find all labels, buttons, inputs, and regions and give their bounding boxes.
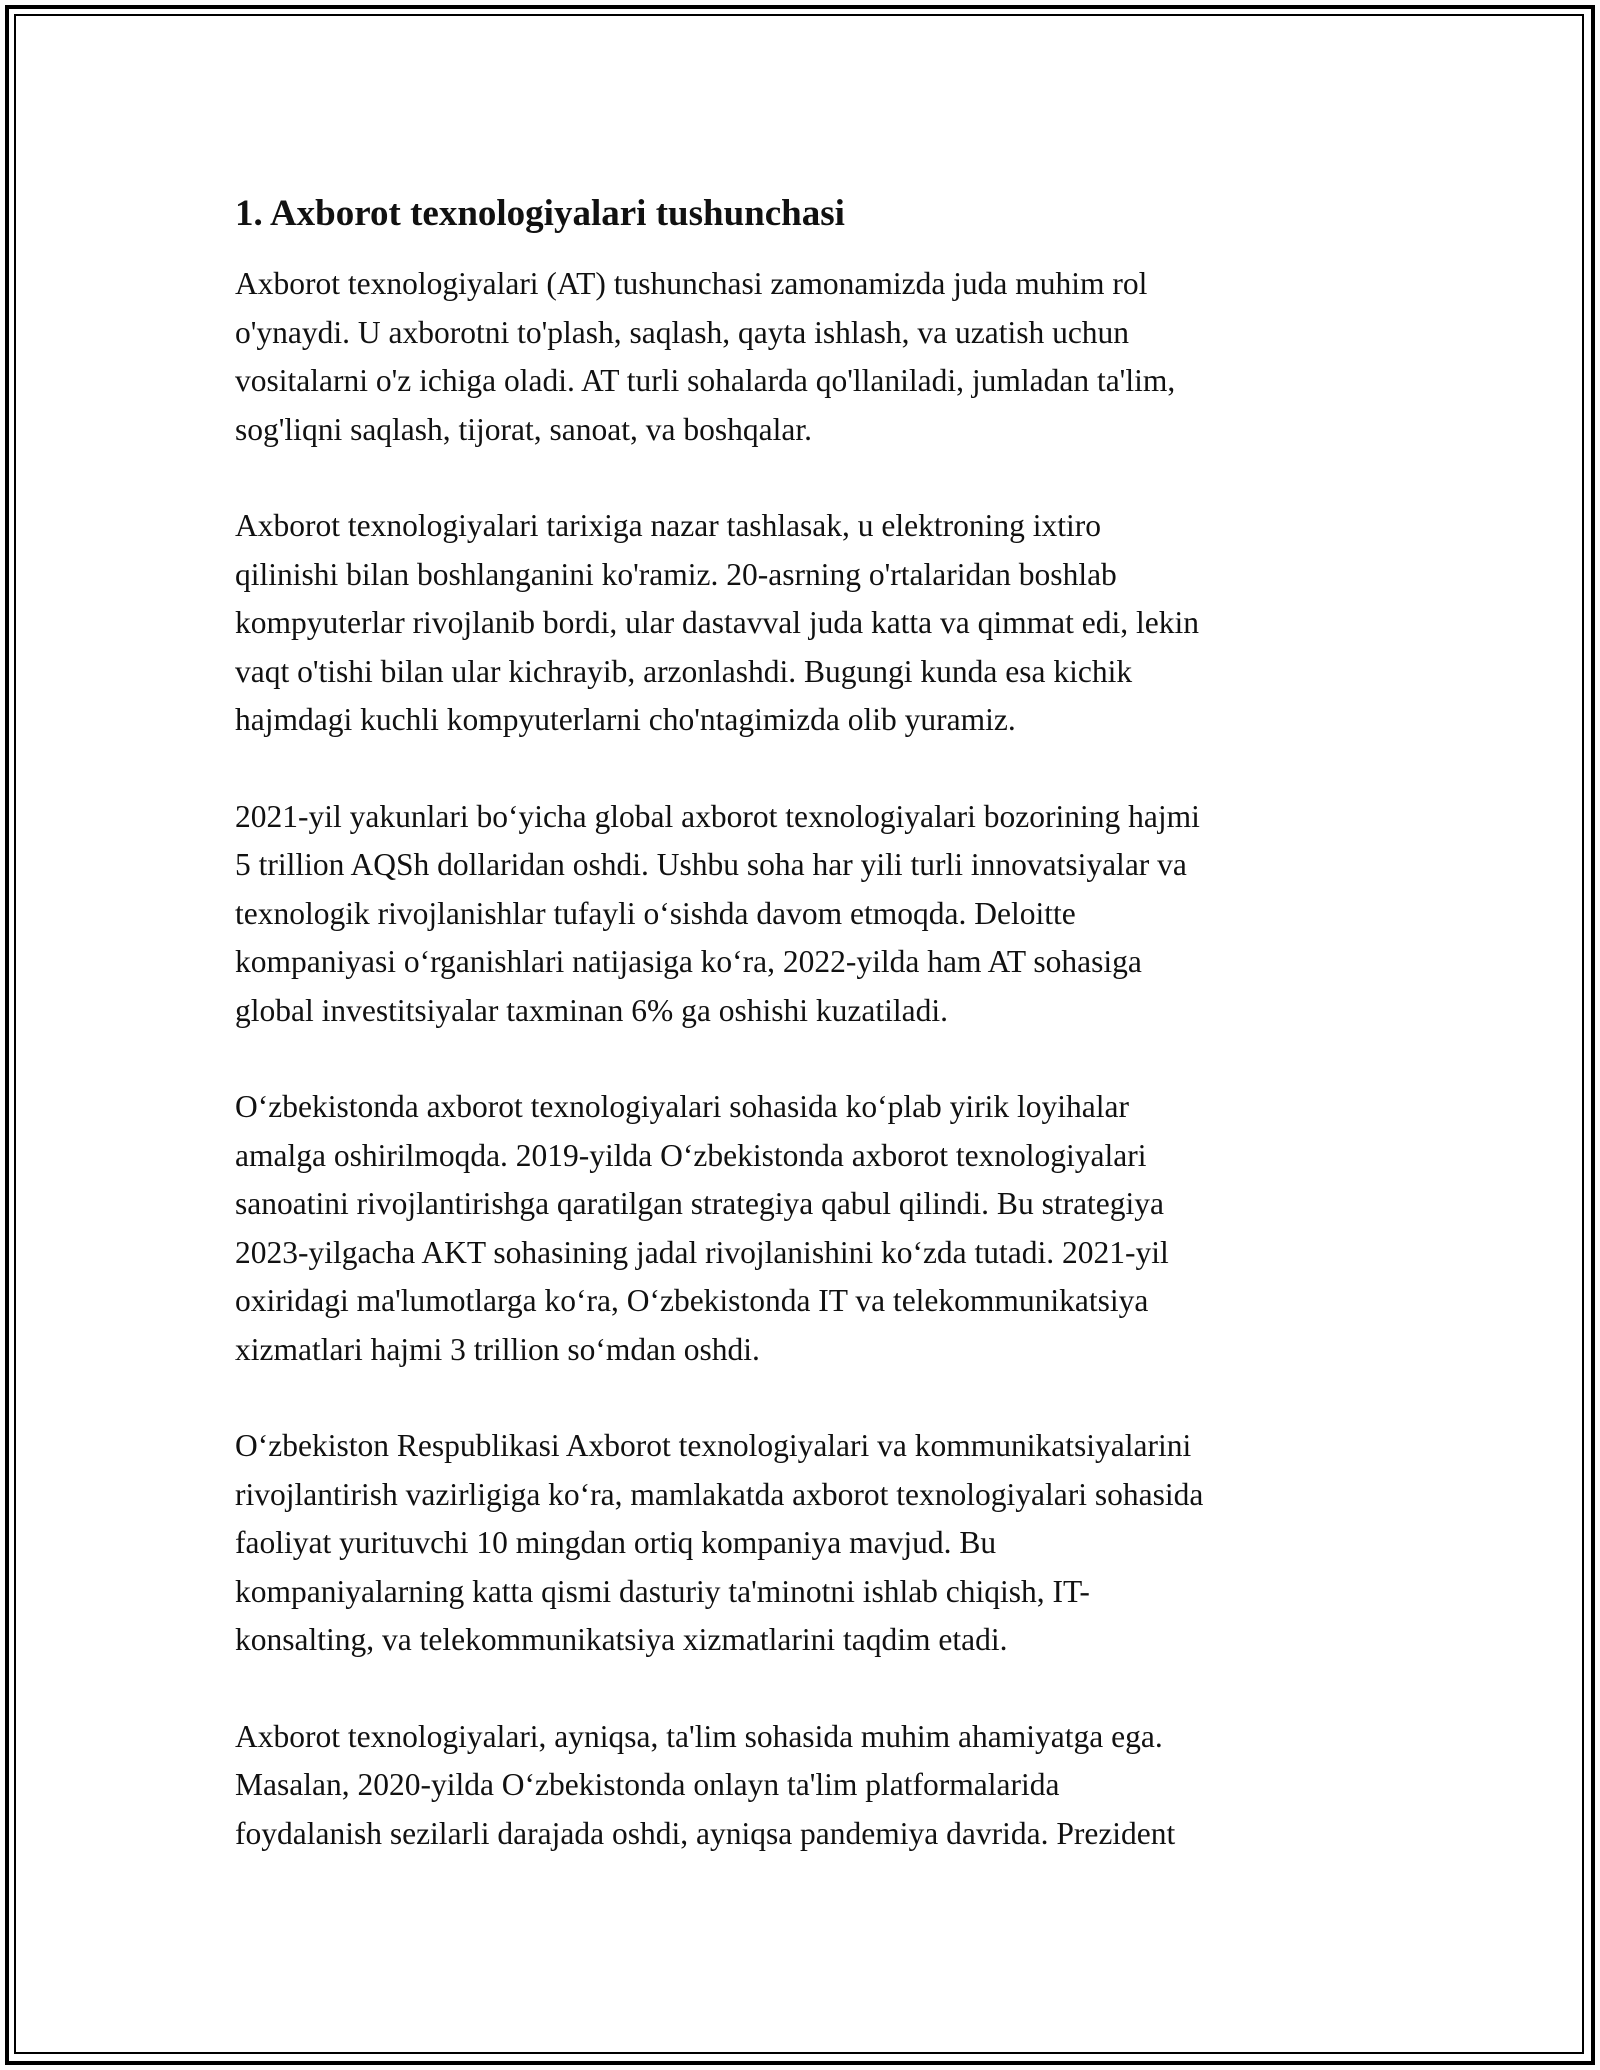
paragraph-line: hajmdagi kuchli kompyuterlarni cho'ntagimizda olib yuramiz. [235, 702, 1016, 737]
paragraph-line: Axborot texnologiyalari tarixiga nazar tashlasak, u elektroning ixtiro [235, 508, 1101, 543]
paragraph-6 [235, 1713, 1370, 1859]
paragraph-line: foydalanish sezilarli darajada oshdi, ayniqsa pandemiya davrida. Prezident [235, 1815, 1176, 1851]
paragraph-line: vositalarni o'z ichiga oladi. AT turli sohalarda qo'llaniladi, jumladan ta'lim, [235, 363, 1176, 398]
paragraph-line: amalga oshirilmoqda. 2019-yilda Oʻzbekistonda axborot texnologiyalari [235, 1137, 1147, 1173]
paragraph-line: global investitsiyalar taxminan 6% ga oshishi kuzatiladi. [235, 992, 948, 1028]
paragraph-line: vaqt o'tishi bilan ular kichrayib, arzonlashdi. Bugungi kunda esa kichik [235, 653, 1133, 689]
paragraph-line: oxiridagi ma'lumotlarga koʻra, Oʻzbekistonda IT va telekommunikatsiya [235, 1283, 1149, 1318]
paragraph-line: kompyuterlar rivojlanib bordi, ular dastavval juda katta va qimmat edi, lekin [235, 605, 1199, 640]
paragraph-line: rivojlantirish vazirligiga koʻra, mamlakatda axborot texnologiyalari sohasida [235, 1476, 1204, 1512]
paragraph-line: sog'liqni saqlash, tijorat, sanoat, va boshqalar. [235, 411, 812, 447]
paragraph-line: 2023-yilgacha AKT sohasining jadal rivojlanishini koʻzda tutadi. 2021-yil [235, 1234, 1169, 1270]
paragraph-line: Axborot texnologiyalari (AT) tushunchasi zamonamizda juda muhim rol [235, 266, 1148, 301]
paragraph-4 [235, 1083, 1370, 1374]
section-heading: 1. Axborot texnologiyalari tushunchasi [235, 193, 845, 234]
paragraph-line: qilinishi bilan boshlanganini ko'ramiz. 20-asrning o'rtalaridan boshlab [235, 556, 1117, 592]
paragraph-5 [235, 1422, 1370, 1665]
paragraph-line: Masalan, 2020-yilda Oʻzbekistonda onlayn ta'lim platformalarida [235, 1767, 1060, 1802]
paragraph-line: 2021-yil yakunlari boʻyicha global axborot texnologiyalari bozorining hajmi [235, 798, 1200, 834]
paragraph-line: Oʻzbekistonda axborot texnologiyalari sohasida koʻplab yirik loyihalar [235, 1089, 1130, 1124]
paragraph-line: faoliyat yurituvchi 10 mingdan ortiq kompaniya mavjud. Bu [235, 1525, 997, 1560]
paragraph-line: konsalting, va telekommunikatsiya xizmatlarini taqdim etadi. [235, 1622, 1008, 1657]
paragraph-line: xizmatlari hajmi 3 trillion soʻmdan oshdi. [235, 1331, 760, 1367]
document-page [235, 190, 1370, 1906]
paragraph-line: sanoatini rivojlantirishga qaratilgan strategiya qabul qilindi. Bu strategiya [235, 1186, 1165, 1221]
paragraph-line: o'ynaydi. U axborotni to'plash, saqlash, qayta ishlash, va uzatish uchun [235, 314, 1130, 350]
paragraph-line: kompaniyalarning katta qismi dasturiy ta'minotni ishlab chiqish, IT- [235, 1573, 1090, 1609]
paragraph-line: texnologik rivojlanishlar tufayli oʻsishda davom etmoqda. Deloitte [235, 895, 1076, 931]
paragraph-line: Oʻzbekiston Respublikasi Axborot texnologiyalari va kommunikatsiyalarini [235, 1428, 1192, 1463]
paragraph-line: kompaniyasi oʻrganishlari natijasiga koʻra, 2022-yilda ham AT sohasiga [235, 944, 1142, 979]
paragraph-2 [235, 502, 1370, 745]
paragraph-line: 5 trillion AQSh dollaridan oshdi. Ushbu soha har yili turli innovatsiyalar va [235, 847, 1187, 882]
paragraph-1 [235, 260, 1370, 454]
paragraph-3 [235, 793, 1370, 1036]
paragraph-line: Axborot texnologiyalari, ayniqsa, ta'lim sohasida muhim ahamiyatga ega. [235, 1718, 1163, 1754]
